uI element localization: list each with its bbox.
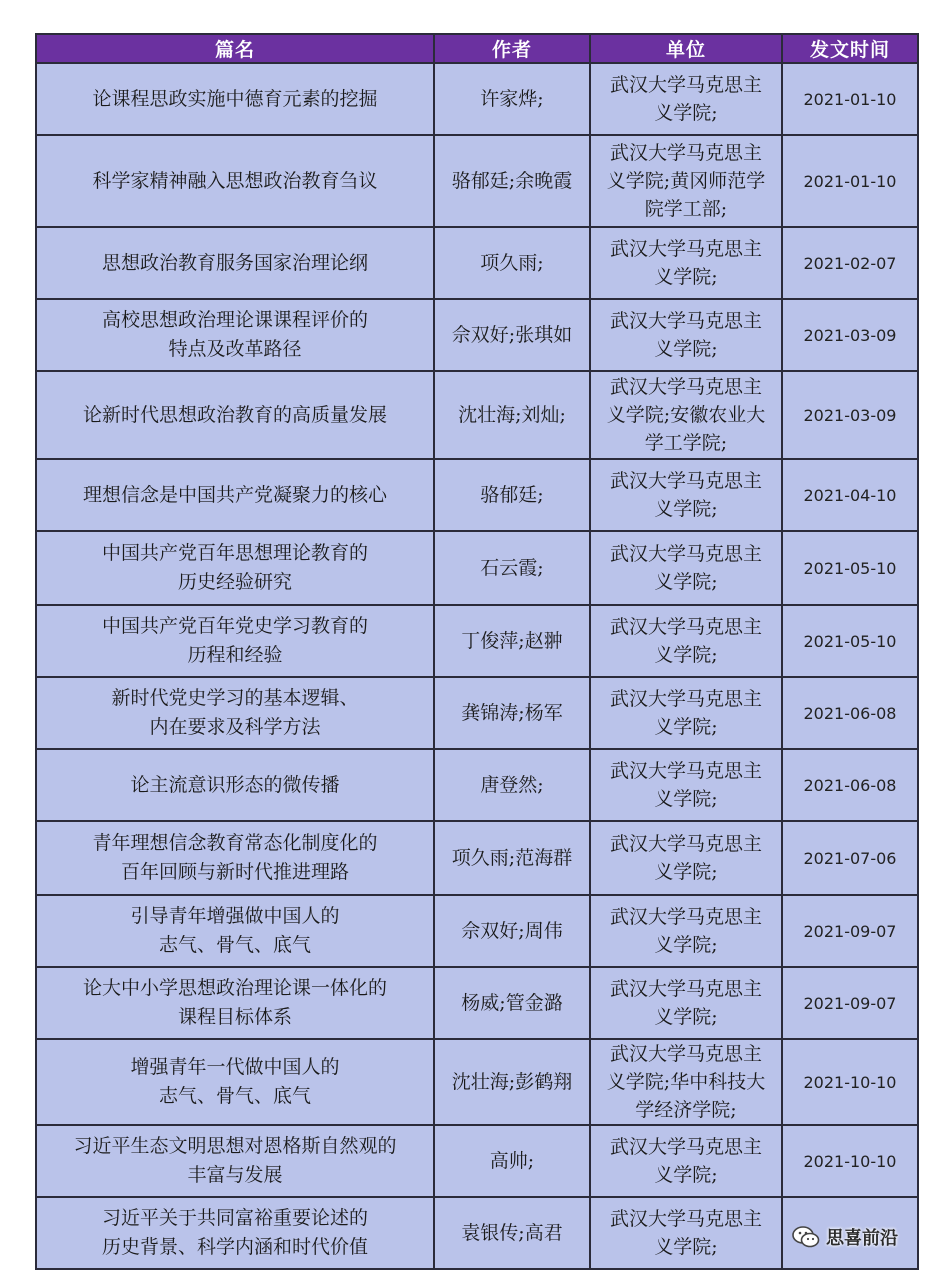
title-line: 百年回顾与新时代推进理路	[120, 861, 349, 883]
cell-date: 2021-07-06	[782, 821, 918, 895]
table-header-row	[36, 34, 918, 63]
unit-line: 武汉大学马克思主	[609, 142, 762, 164]
table-row	[36, 1039, 918, 1125]
cell-unit	[590, 135, 782, 227]
unit-line: 义学院;	[654, 266, 718, 288]
cell-author: 骆郁廷;余晚霞	[434, 135, 590, 227]
unit-line: 义学院;	[654, 788, 718, 810]
unit-line: 义学院;安徽农业大	[606, 404, 766, 426]
papers-table	[35, 33, 919, 1270]
cell-unit	[590, 459, 782, 531]
title-line: 丰富与发展	[187, 1164, 283, 1186]
title-line: 课程目标体系	[177, 1006, 292, 1028]
cell-unit	[590, 1197, 782, 1269]
cell-title	[36, 967, 434, 1039]
title-line: 新时代党史学习的基本逻辑、	[111, 687, 359, 709]
unit-line: 武汉大学马克思主	[609, 760, 762, 782]
unit-line: 武汉大学马克思主	[609, 616, 762, 638]
table-row	[36, 749, 918, 821]
cell-author: 项久雨;	[434, 227, 590, 299]
title-line: 历程和经验	[187, 644, 283, 666]
header-author: 作者	[434, 34, 590, 63]
title-line: 习近平生态文明思想对恩格斯自然观的	[73, 1135, 397, 1157]
cell-author: 袁银传;高君	[434, 1197, 590, 1269]
unit-line: 武汉大学马克思主	[609, 1208, 762, 1230]
title-line: 增强青年一代做中国人的	[130, 1056, 340, 1078]
title-line: 论课程思政实施中德育元素的挖掘	[92, 87, 378, 110]
cell-unit	[590, 63, 782, 135]
header-date: 发文时间	[782, 34, 918, 63]
cell-author: 佘双好;张琪如	[434, 299, 590, 371]
cell-unit	[590, 299, 782, 371]
unit-line: 武汉大学马克思主	[609, 1043, 762, 1065]
cell-title	[36, 1039, 434, 1125]
watermark-text: 思喜前沿	[826, 1228, 898, 1249]
cell-unit	[590, 821, 782, 895]
cell-title	[36, 821, 434, 895]
cell-title	[36, 895, 434, 967]
unit-line: 义学院;黄冈师范学	[606, 170, 766, 192]
cell-date: 2021-10-10	[782, 1125, 918, 1197]
cell-title	[36, 1197, 434, 1269]
cell-date: 2021-06-08	[782, 749, 918, 821]
cell-unit	[590, 531, 782, 605]
cell-date: 2021-03-09	[782, 371, 918, 459]
title-line: 高校思想政治理论课课程评价的	[101, 309, 368, 331]
title-line: 志气、骨气、底气	[158, 1085, 311, 1107]
unit-line: 武汉大学马克思主	[609, 688, 762, 710]
table-row	[36, 299, 918, 371]
table-row	[36, 967, 918, 1039]
title-line: 思想政治教育服务国家治理论纲	[101, 251, 368, 274]
unit-line: 义学院;	[654, 338, 718, 360]
title-line: 历史经验研究	[177, 571, 292, 593]
cell-title	[36, 531, 434, 605]
cell-date: 2021-03-09	[782, 299, 918, 371]
table-row	[36, 371, 918, 459]
cell-author: 佘双好;周伟	[434, 895, 590, 967]
cell-date: 2021-05-10	[782, 531, 918, 605]
unit-line: 武汉大学马克思主	[609, 906, 762, 928]
table-row	[36, 531, 918, 605]
cell-author: 沈壮海;彭鹤翔	[434, 1039, 590, 1125]
unit-line: 义学院;	[654, 1164, 718, 1186]
title-line: 内在要求及科学方法	[149, 716, 321, 738]
table-row	[36, 63, 918, 135]
unit-line: 义学院;	[654, 1236, 718, 1258]
cell-author: 项久雨;范海群	[434, 821, 590, 895]
cell-title	[36, 63, 434, 135]
watermark	[792, 1222, 898, 1252]
header-unit: 单位	[590, 34, 782, 63]
unit-line: 学工学院;	[644, 432, 728, 454]
unit-line: 武汉大学马克思主	[609, 543, 762, 565]
cell-title	[36, 227, 434, 299]
title-line: 科学家精神融入思想政治教育刍议	[92, 169, 378, 192]
title-line: 论大中小学思想政治理论课一体化的	[82, 977, 387, 999]
title-line: 习近平关于共同富裕重要论述的	[101, 1207, 368, 1229]
cell-title	[36, 135, 434, 227]
cell-date: 2021-01-10	[782, 135, 918, 227]
cell-author: 丁俊萍;赵翀	[434, 605, 590, 677]
cell-author: 骆郁廷;	[434, 459, 590, 531]
cell-date: 2021-10-10	[782, 1039, 918, 1125]
cell-author: 石云霞;	[434, 531, 590, 605]
cell-unit	[590, 677, 782, 749]
unit-line: 学经济学院;	[635, 1099, 737, 1121]
unit-line: 义学院;	[654, 498, 718, 520]
title-line: 论新时代思想政治教育的高质量发展	[82, 403, 387, 426]
cell-unit	[590, 749, 782, 821]
title-line: 引导青年增强做中国人的	[130, 905, 340, 927]
title-line: 志气、骨气、底气	[158, 934, 311, 956]
title-line: 青年理想信念教育常态化制度化的	[92, 832, 378, 854]
table-row	[36, 1197, 918, 1269]
table-row	[36, 1125, 918, 1197]
unit-line: 义学院;	[654, 861, 718, 883]
table-row	[36, 677, 918, 749]
unit-line: 武汉大学马克思主	[609, 238, 762, 260]
unit-line: 义学院;	[654, 934, 718, 956]
cell-date: 2021-02-07	[782, 227, 918, 299]
title-line: 历史背景、科学内涵和时代价值	[101, 1236, 368, 1258]
cell-date: 2021-01-10	[782, 63, 918, 135]
unit-line: 义学院;	[654, 571, 718, 593]
title-line: 中国共产党百年思想理论教育的	[101, 542, 368, 564]
table-row	[36, 135, 918, 227]
table-body	[36, 63, 918, 1269]
cell-title	[36, 371, 434, 459]
cell-unit	[590, 227, 782, 299]
cell-author: 唐登然;	[434, 749, 590, 821]
unit-line: 武汉大学马克思主	[609, 1136, 762, 1158]
cell-date: 2021-06-08	[782, 677, 918, 749]
cell-unit	[590, 371, 782, 459]
cell-date: 2021-09-07	[782, 967, 918, 1039]
cell-title	[36, 605, 434, 677]
unit-line: 武汉大学马克思主	[609, 310, 762, 332]
cell-author: 龚锦涛;杨军	[434, 677, 590, 749]
unit-line: 院学工部;	[644, 198, 728, 220]
cell-unit	[590, 895, 782, 967]
cell-title	[36, 749, 434, 821]
unit-line: 义学院;	[654, 644, 718, 666]
unit-line: 义学院;	[654, 1006, 718, 1028]
unit-line: 武汉大学马克思主	[609, 978, 762, 1000]
unit-line: 武汉大学马克思主	[609, 376, 762, 398]
cell-date: 2021-05-10	[782, 605, 918, 677]
table-row	[36, 459, 918, 531]
unit-line: 武汉大学马克思主	[609, 470, 762, 492]
cell-unit	[590, 967, 782, 1039]
cell-date: 2021-09-07	[782, 895, 918, 967]
unit-line: 武汉大学马克思主	[609, 74, 762, 96]
cell-author: 沈壮海;刘灿;	[434, 371, 590, 459]
header-title: 篇名	[36, 34, 434, 63]
cell-title	[36, 677, 434, 749]
table-row	[36, 821, 918, 895]
table-row	[36, 227, 918, 299]
title-line: 理想信念是中国共产党凝聚力的核心	[82, 483, 387, 506]
cell-title	[36, 1125, 434, 1197]
unit-line: 武汉大学马克思主	[609, 833, 762, 855]
cell-title	[36, 459, 434, 531]
table-row	[36, 895, 918, 967]
cell-title	[36, 299, 434, 371]
unit-line: 义学院;	[654, 716, 718, 738]
cell-author: 杨威;管金潞	[434, 967, 590, 1039]
cell-unit	[590, 605, 782, 677]
unit-line: 义学院;	[654, 102, 718, 124]
cell-unit	[590, 1039, 782, 1125]
title-line: 中国共产党百年党史学习教育的	[101, 615, 368, 637]
cell-author: 高帅;	[434, 1125, 590, 1197]
papers-table-container	[35, 33, 917, 1270]
wechat-icon	[792, 1225, 820, 1249]
cell-unit	[590, 1125, 782, 1197]
unit-line: 义学院;华中科技大	[606, 1071, 766, 1093]
title-line: 论主流意识形态的微传播	[130, 773, 340, 796]
cell-date: 2021-04-10	[782, 459, 918, 531]
cell-author: 许家烨;	[434, 63, 590, 135]
title-line: 特点及改革路径	[168, 338, 302, 360]
table-row	[36, 605, 918, 677]
